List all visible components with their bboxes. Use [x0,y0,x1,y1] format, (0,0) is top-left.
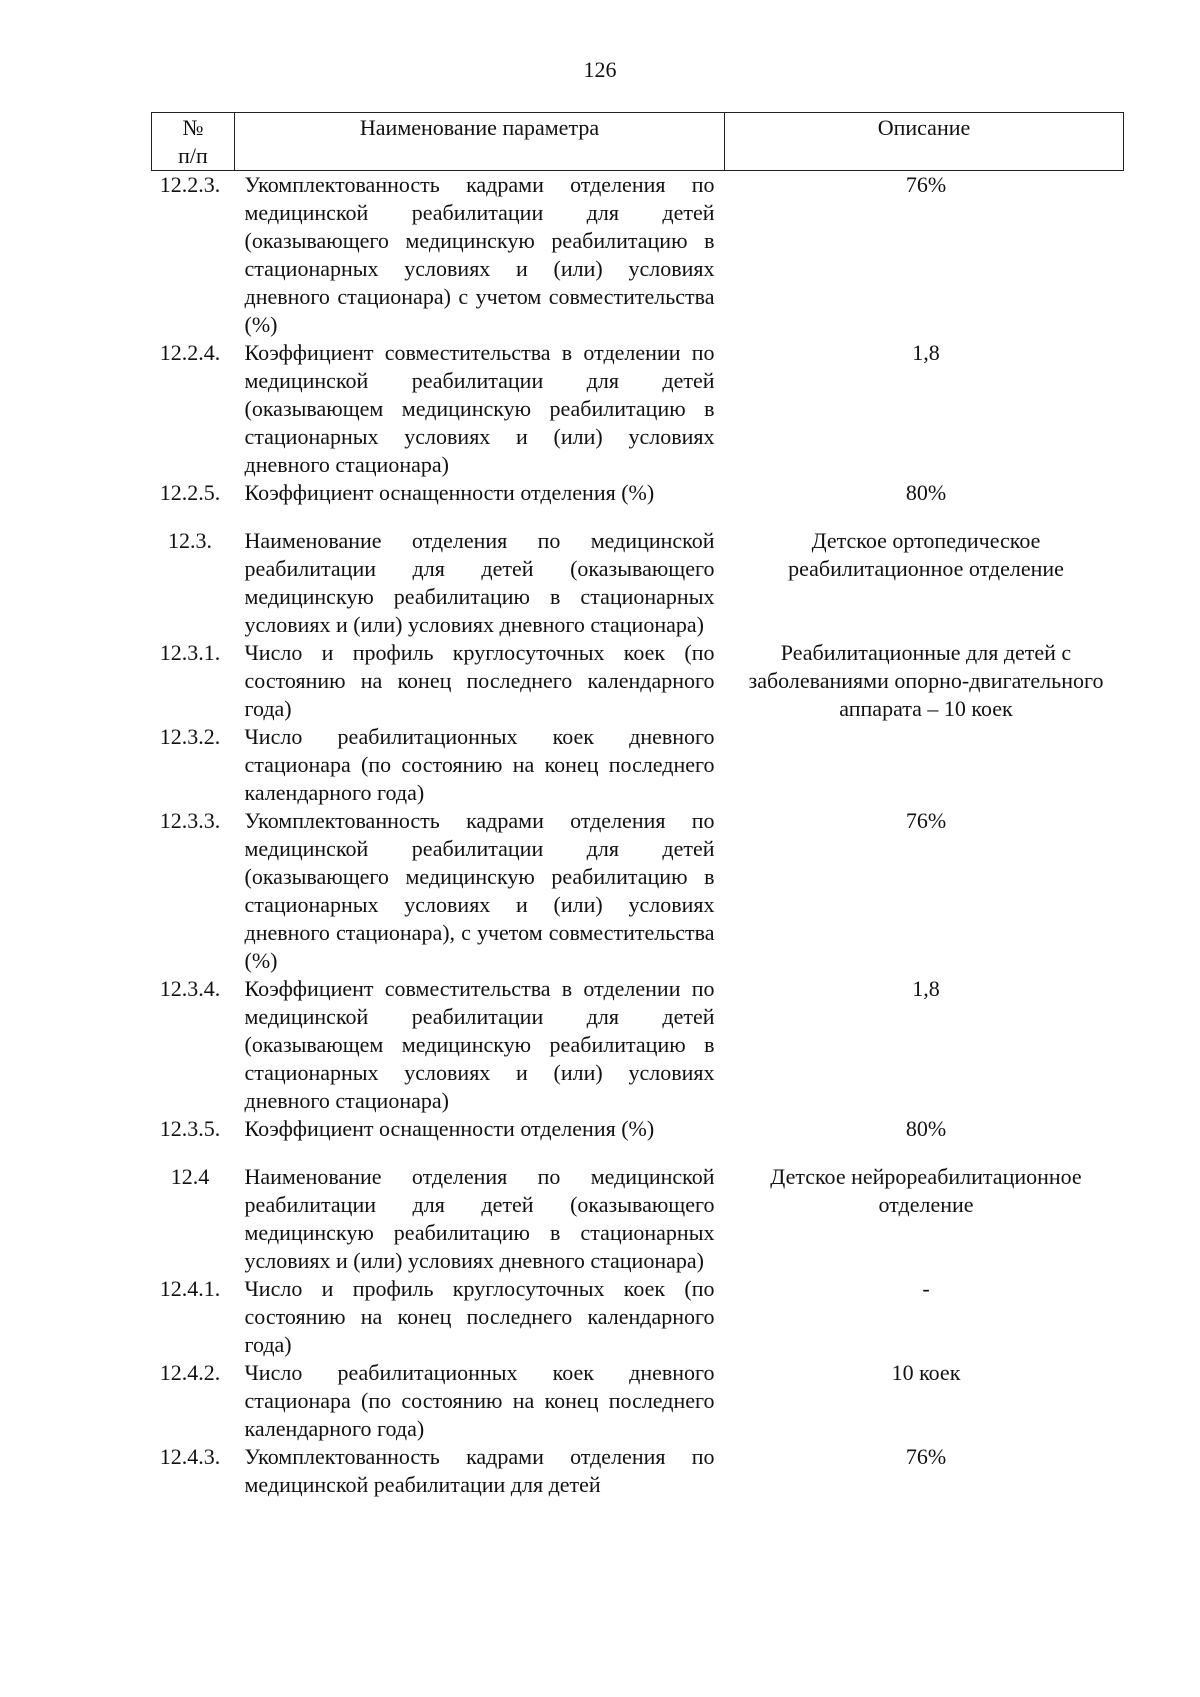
row-description: - [922,1276,930,1301]
row-parameter-name: Коэффициент оснащенности отделения (%) [244,1116,655,1141]
table-row [152,1443,1124,1499]
row-description: 1,8 [912,976,940,1001]
row-number: 12.2.4. [159,340,221,365]
row-parameter-name: Укомплектованность кадрами отделения по медицинской реабилитации для детей (оказывающего медицинскую реабилитацию в стационарных условиях и (или) условиях дневного стационара), с учетом совместительства (%) [244,808,715,973]
table-header-row [152,113,1124,171]
row-description: 80% [905,480,947,505]
parameters-table [151,112,1124,1499]
table-row [152,1359,1124,1443]
row-parameter-name: Укомплектованность кадрами отделения по медицинской реабилитации для детей (оказывающего медицинскую реабилитацию в стационарных условиях и (или) условиях дневного стационара) с учетом совместительства (%) [244,172,715,337]
header-number [152,113,235,171]
table-row [152,1115,1124,1143]
header-parameter-name: Наименование параметра [235,113,725,171]
table-row [152,639,1124,723]
page-number: 126 [583,57,617,82]
row-parameter-name: Коэффициент совместительства в отделении по медицинской реабилитации для детей (оказывающем медицинскую реабилитацию в стационарных условиях и (или) условиях дневного стационара) [244,976,715,1113]
row-parameter-name: Укомплектованность кадрами отделения по медицинской реабилитации для детей [244,1444,715,1497]
table-row [152,807,1124,975]
row-parameter-name: Наименование отделения по медицинской реабилитации для детей (оказывающего медицинскую реабилитацию в стационарных условиях и (или) условиях дневного стационара) [244,1164,715,1273]
row-number: 12.3.1. [159,640,221,665]
row-number: 12.3.4. [159,976,221,1001]
row-description: 1,8 [912,340,940,365]
table-row [152,1143,1124,1275]
row-number: 12.3.5. [159,1116,221,1141]
row-number: 12.4.2. [159,1360,221,1385]
row-number: 12.3.2. [159,724,221,749]
header-number-symbol: № [182,115,204,140]
table-row [152,171,1124,340]
table-row [152,339,1124,479]
row-number: 12.2.5. [159,480,221,505]
table-row [152,507,1124,639]
row-description: 10 коек [891,1360,961,1385]
row-description: 76% [905,1444,947,1469]
row-parameter-name: Число реабилитационных коек дневного стационара (по состоянию на конец последнего календарного года) [244,724,715,805]
row-number: 12.3. [168,528,212,553]
row-description: Детское нейрореабилитационное отделение [770,1164,1082,1217]
row-number: 12.4 [170,1164,210,1189]
row-number: 12.2.3. [159,172,221,197]
row-parameter-name: Число реабилитационных коек дневного стационара (по состоянию на конец последнего календарного года) [244,1360,715,1441]
row-number: 12.4.3. [159,1444,221,1469]
row-parameter-name: Число и профиль круглосуточных коек (по состоянию на конец последнего календарного года) [244,640,715,721]
row-parameter-name: Коэффициент совместительства в отделении по медицинской реабилитации для детей (оказывающем медицинскую реабилитацию в стационарных условиях и (или) условиях дневного стационара) [244,340,715,477]
row-description: Детское ортопедическое реабилитационное отделение [788,528,1064,581]
header-description: Описание [725,113,1124,171]
row-description: 80% [905,1116,947,1141]
row-number: 12.4.1. [159,1276,221,1301]
row-number: 12.3.3. [159,808,221,833]
row-parameter-name: Число и профиль круглосуточных коек (по состоянию на конец последнего календарного года) [244,1276,715,1357]
row-parameter-name: Наименование отделения по медицинской реабилитации для детей (оказывающего медицинскую реабилитацию в стационарных условиях и (или) условиях дневного стационара) [244,528,715,637]
header-number-abbr: п/п [178,143,208,168]
row-description: 76% [905,172,947,197]
row-description: 76% [905,808,947,833]
row-parameter-name: Коэффициент оснащенности отделения (%) [244,480,655,505]
table-row [152,975,1124,1115]
row-description: Реабилитационные для детей с заболеваниями опорно-двигательного аппарата – 10 коек [748,640,1104,721]
table-row [152,479,1124,507]
table-row [152,1275,1124,1359]
